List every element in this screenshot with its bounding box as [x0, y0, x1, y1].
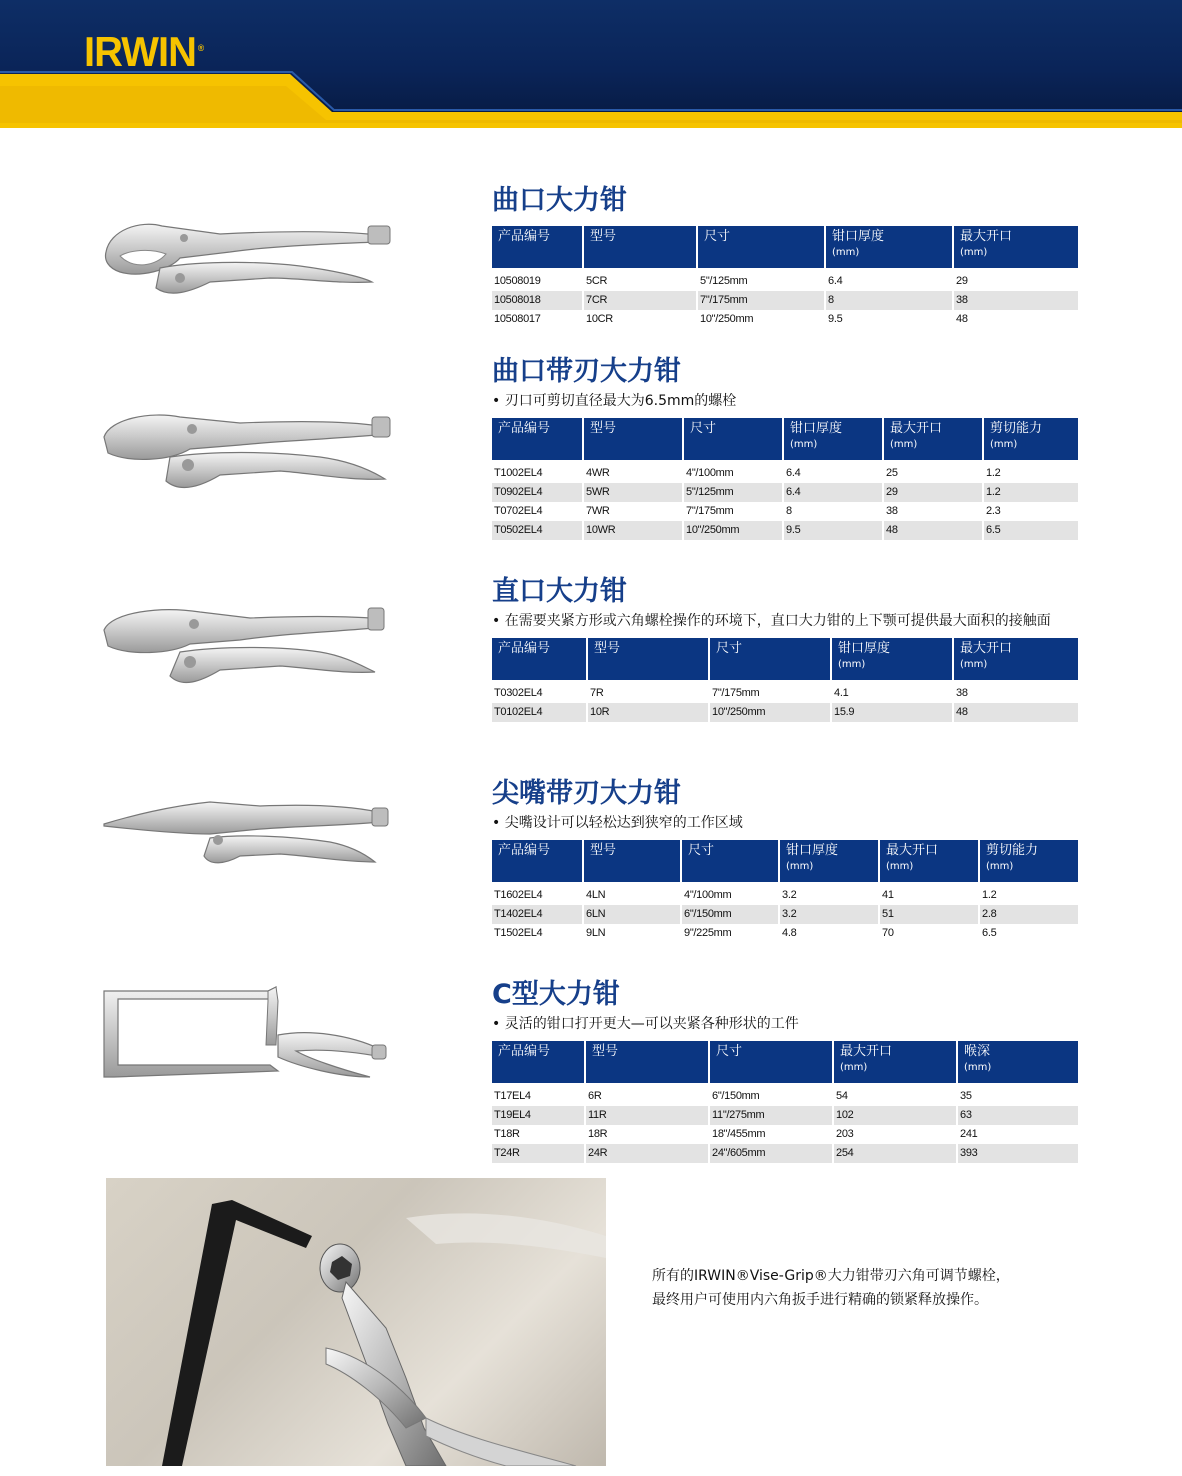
table-cell: 7WR	[584, 502, 684, 521]
column-header: 产品编号	[492, 840, 584, 882]
table-cell: 48	[956, 313, 968, 325]
table-cell: 7"/175mm	[684, 502, 784, 521]
table-cell: 10508019	[492, 272, 584, 291]
table-cell: 9.5	[784, 521, 884, 540]
table-cell: T0102EL4	[492, 703, 588, 722]
table-header-row	[492, 226, 1078, 268]
spec-table	[492, 840, 1078, 943]
table-cell: 38	[884, 502, 984, 521]
section-description: • 在需要夹紧方形或六角螺栓操作的环境下，直口大力钳的上下颚可提供最大面积的接触面	[492, 613, 1051, 629]
table-cell: 63	[958, 1106, 1078, 1125]
table-cell: 41	[880, 886, 980, 905]
table-cell: 29	[956, 275, 968, 287]
table-cell: 8	[826, 291, 954, 310]
table-cell: 10"/250mm	[698, 310, 826, 329]
column-header: 最大开口 (mm)	[834, 1041, 958, 1083]
spec-table	[492, 638, 1078, 722]
section-description: • 尖嘴设计可以轻松达到狭窄的工作区域	[492, 815, 743, 831]
table-cell: T1502EL4	[492, 924, 584, 943]
table-cell: 10WR	[584, 521, 684, 540]
table-cell: 8	[784, 502, 884, 521]
section-title: 直口大力钳	[492, 576, 627, 607]
table-cell: T18R	[492, 1125, 586, 1144]
table-cell: 6.4	[784, 483, 884, 502]
table-row	[492, 502, 1078, 521]
long-nose-pliers-image	[100, 790, 390, 872]
column-header: 喉深 (mm)	[958, 1041, 1078, 1083]
table-cell: 2.3	[986, 505, 1001, 517]
curved-jaw-wire-cutter-pliers-image	[100, 405, 395, 497]
table-row	[492, 310, 1078, 329]
column-header: 最大开口 (mm)	[954, 226, 1078, 268]
table-row	[492, 684, 1078, 703]
table-row	[492, 1144, 1078, 1163]
section-title: C型大力钳	[492, 979, 620, 1010]
section-curved-jaw-wire-cutter	[492, 355, 1078, 540]
table-cell: 4.1	[832, 684, 954, 703]
table-cell: T19EL4	[492, 1106, 586, 1125]
column-header: 型号	[586, 1041, 710, 1083]
table-cell: 5"/125mm	[698, 272, 826, 291]
column-header: 尺寸	[710, 1041, 834, 1083]
column-header: 尺寸	[682, 840, 780, 882]
table-cell: 11R	[586, 1106, 710, 1125]
table-cell: 203	[834, 1125, 958, 1144]
table-header-row	[492, 1041, 1078, 1083]
table-cell: 4"/100mm	[682, 886, 780, 905]
table-cell: 7CR	[584, 291, 698, 310]
spec-table	[492, 1041, 1078, 1163]
table-cell: 7"/175mm	[710, 684, 832, 703]
column-header: 产品编号	[492, 1041, 586, 1083]
table-cell: 38	[954, 291, 1078, 310]
table-cell: 18"/455mm	[710, 1125, 834, 1144]
column-header: 型号	[584, 226, 698, 268]
table-cell: 10"/250mm	[684, 521, 784, 540]
column-header: 钳口厚度 (mm)	[780, 840, 880, 882]
section-title: 曲口大力钳	[492, 185, 627, 216]
column-header: 最大开口 (mm)	[954, 638, 1078, 680]
table-cell: 6.5	[982, 927, 997, 939]
column-header: 产品编号	[492, 638, 588, 680]
table-row	[492, 464, 1078, 483]
table-cell: 24R	[586, 1144, 710, 1163]
table-cell: 2.8	[980, 905, 1078, 924]
table-cell: 70	[880, 924, 980, 943]
c-clamp-pliers-image	[100, 985, 390, 1085]
curved-jaw-pliers-image	[100, 212, 395, 304]
table-cell: 4WR	[584, 464, 684, 483]
column-header: 型号	[584, 840, 682, 882]
section-long-nose	[492, 777, 1078, 943]
table-cell: T1602EL4	[492, 886, 584, 905]
table-cell: 102	[834, 1106, 958, 1125]
section-c-clamp	[492, 978, 1078, 1163]
table-row	[492, 521, 1078, 540]
photo-caption	[652, 1264, 1010, 1312]
table-header-row	[492, 418, 1078, 460]
table-cell: 6.5	[984, 521, 1078, 540]
table-cell: T24R	[492, 1144, 586, 1163]
table-cell: 10CR	[584, 310, 698, 329]
table-cell: 3.2	[780, 886, 880, 905]
table-row	[492, 272, 1078, 291]
table-cell: 4.8	[780, 924, 880, 943]
table-cell: T1402EL4	[492, 905, 584, 924]
table-row	[492, 924, 1078, 943]
table-cell: 6"/150mm	[682, 905, 780, 924]
table-cell: 254	[834, 1144, 958, 1163]
table-cell: 18R	[586, 1125, 710, 1144]
table-cell: 6.4	[784, 464, 884, 483]
spec-table	[492, 226, 1078, 329]
table-cell: 15.9	[832, 703, 954, 722]
table-row	[492, 1106, 1078, 1125]
hex-key-adjustment-photo	[106, 1178, 606, 1466]
table-cell: 48	[884, 521, 984, 540]
table-cell: 25	[884, 464, 984, 483]
table-cell: 5"/125mm	[684, 483, 784, 502]
section-description: • 刃口可剪切直径最大为6.5mm的螺栓	[492, 393, 737, 409]
table-cell: 35	[960, 1090, 972, 1102]
table-cell: 48	[954, 703, 1078, 722]
table-cell: 4LN	[584, 886, 682, 905]
table-cell: 51	[880, 905, 980, 924]
column-header: 产品编号	[492, 226, 584, 268]
table-cell: 10508017	[492, 310, 584, 329]
table-cell: 9LN	[584, 924, 682, 943]
column-header: 剪切能力 (mm)	[984, 418, 1078, 460]
table-cell: 393	[958, 1144, 1078, 1163]
table-cell: T0902EL4	[492, 483, 584, 502]
section-title: 尖嘴带刃大力钳	[492, 778, 681, 809]
table-cell: 9.5	[826, 310, 954, 329]
table-cell: 6.4	[826, 272, 954, 291]
table-cell: T17EL4	[492, 1087, 586, 1106]
hex-key-adjustment-illustration	[106, 1178, 606, 1466]
table-cell: 6R	[586, 1087, 710, 1106]
table-cell: T0302EL4	[492, 684, 588, 703]
table-cell: 7"/175mm	[698, 291, 826, 310]
table-row	[492, 1087, 1078, 1106]
table-cell: 9"/225mm	[682, 924, 780, 943]
table-cell: 1.2	[986, 467, 1001, 479]
section-straight-jaw	[492, 575, 1078, 722]
column-header: 钳口厚度 (mm)	[826, 226, 954, 268]
section-curved-jaw	[492, 184, 1078, 329]
table-cell: 4"/100mm	[684, 464, 784, 483]
table-row	[492, 291, 1078, 310]
column-header: 尺寸	[684, 418, 784, 460]
table-cell: 10508018	[492, 291, 584, 310]
table-header-row	[492, 638, 1078, 680]
table-cell: 10R	[588, 703, 710, 722]
column-header: 尺寸	[698, 226, 826, 268]
table-row	[492, 703, 1078, 722]
table-header-row	[492, 840, 1078, 882]
table-cell: T1002EL4	[492, 464, 584, 483]
column-header: 产品编号	[492, 418, 584, 460]
table-cell: 38	[956, 687, 968, 699]
column-header: 最大开口 (mm)	[880, 840, 980, 882]
straight-jaw-pliers-image	[100, 600, 385, 692]
table-row	[492, 905, 1078, 924]
section-description: • 灵活的钳口打开更大—可以夹紧各种形状的工件	[492, 1016, 799, 1032]
table-cell: 11"/275mm	[710, 1106, 834, 1125]
table-cell: 5WR	[584, 483, 684, 502]
column-header: 最大开口 (mm)	[884, 418, 984, 460]
table-cell: 6"/150mm	[710, 1087, 834, 1106]
column-header: 剪切能力 (mm)	[980, 840, 1078, 882]
table-cell: T0702EL4	[492, 502, 584, 521]
table-cell: 1.2	[984, 483, 1078, 502]
table-cell: 3.2	[780, 905, 880, 924]
caption-line: 最终用户可使用内六角扳手进行精确的锁紧释放操作。	[652, 1292, 988, 1308]
column-header: 钳口厚度 (mm)	[784, 418, 884, 460]
table-cell: 241	[960, 1128, 978, 1140]
column-header: 钳口厚度 (mm)	[832, 638, 954, 680]
table-cell: 1.2	[982, 889, 997, 901]
brand-logo: IRWIN ®	[84, 28, 204, 75]
table-cell: 10"/250mm	[710, 703, 832, 722]
table-row	[492, 483, 1078, 502]
table-cell: 29	[884, 483, 984, 502]
column-header: 尺寸	[710, 638, 832, 680]
table-cell: 5CR	[584, 272, 698, 291]
column-header: 型号	[584, 418, 684, 460]
table-cell: 6LN	[584, 905, 682, 924]
spec-table	[492, 418, 1078, 540]
section-title: 曲口带刃大力钳	[492, 356, 681, 387]
table-row	[492, 1125, 1078, 1144]
column-header: 型号	[588, 638, 710, 680]
table-row	[492, 886, 1078, 905]
table-cell: 24"/605mm	[710, 1144, 834, 1163]
caption-line: 所有的IRWIN®Vise-Grip®大力钳带刃六角可调节螺栓，	[652, 1268, 1010, 1284]
table-cell: 7R	[588, 684, 710, 703]
table-cell: T0502EL4	[492, 521, 584, 540]
header-banner	[0, 0, 1182, 128]
table-cell: 54	[834, 1087, 958, 1106]
